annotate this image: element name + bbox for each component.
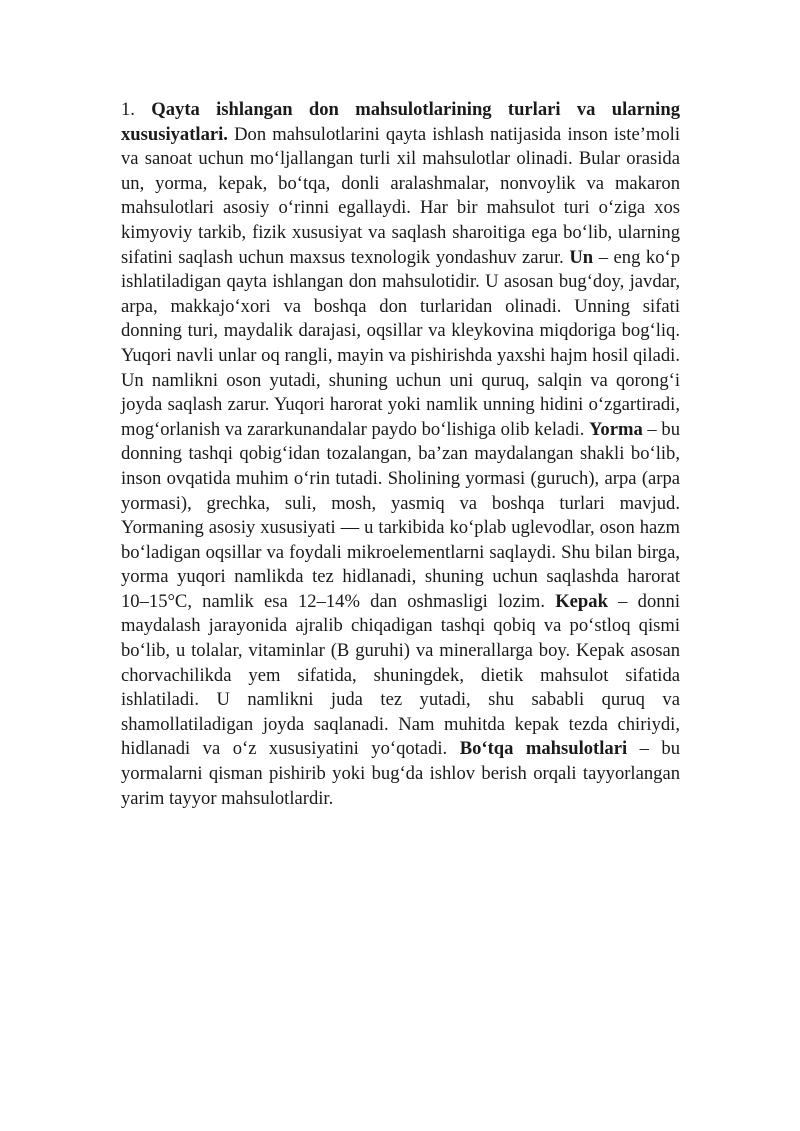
paragraph [121, 98, 680, 811]
document-body [121, 98, 680, 811]
term-botqa-mahsulotlari: Bo‘tqa mahsulotlari [459, 738, 628, 760]
term-un: Un [569, 246, 594, 268]
body-text: – donni maydalash jarayonida ajralib chiqadigan tashqi qobiq va po‘stloq qismi bo‘lib, u tolalar, vitaminlar (B guruhi) va minerallarga boy. Kepak asosan chorvachilikda yem sifatida, shuningdek, dietik mahsulot sifatida ishlatiladi. U namlikni juda tez yutadi, shu sababli quruq va shamollatiladigan joyda saqlanadi. Nam muhitda kepak tezda chiriydi, hidlanadi va o‘z xususiyatini yo‘qotadi. [121, 590, 680, 760]
term-kepak: Kepak [555, 590, 608, 612]
body-text: – bu donning tashqi qobig‘idan tozalangan, ba’zan maydalangan shakli bo‘lib, inson ovqatida muhim o‘rin tutadi. Sholining yormasi (guruch), arpa (arpa yormasi), grechka, suli, mosh, yasmiq va boshqa turlari mavjud. Yormaning asosiy xususiyati — u tarkibida ko‘plab uglevodlar, oson hazm bo‘ladigan oqsillar va foydali mikroelementlarni saqlaydi. Shu bilan birga, yorma yuqori namlikda tez hidlanadi, shuning uchun saqlashda harorat 10–15°C, namlik esa 12–14% dan oshmasligi lozim. [121, 418, 681, 612]
body-text: – bu yormalarni qisman pishirib yoki bug‘da ishlov berish orqali tayyorlangan yarim tayyor mahsulotlardir. [121, 738, 680, 809]
body-text: – eng ko‘p ishlatiladigan qayta ishlangan don mahsulotidir. U asosan bug‘doy, javdar, arpa, makkajo‘xori va boshqa don turlaridan olinadi. Unning sifati donning turi, maydalik darajasi, oqsillar va kleykovina miqdoriga bog‘liq. Yuqori navli unlar oq rangli, mayin va pishirishda yaxshi hajm hosil qiladi. Un namlikni oson yutadi, shuning uchun uni quruq, salqin va qorong‘i joyda saqlash zarur. Yuqori harorat yoki namlik unning hidini o‘zgartiradi, mog‘orlanish va zararkunandalar paydo bo‘lishiga olib keladi. [121, 246, 681, 440]
term-yorma: Yorma [589, 418, 643, 440]
body-text: Don mahsulotlarini qayta ishlash natijasida inson iste’moli va sanoat uchun mo‘ljallangan turli xil mahsulotlar olinadi. Bular orasida un, yorma, kepak, bo‘tqa, donli aralashmalar, nonvoylik va makaron mahsulotlari asosiy o‘rinni egallaydi. Har bir mahsulot turi o‘ziga xos kimyoviy tarkib, fizik xususiyat va saqlash sharoitiga ega bo‘lib, ularning sifatini saqlash uchun maxsus texnologik yondashuv zarur. [121, 123, 680, 268]
section-number: 1. [121, 99, 135, 120]
section-heading: Qayta ishlangan don mahsulotlarining turlari va ularning xususiyatlari. [121, 99, 680, 145]
